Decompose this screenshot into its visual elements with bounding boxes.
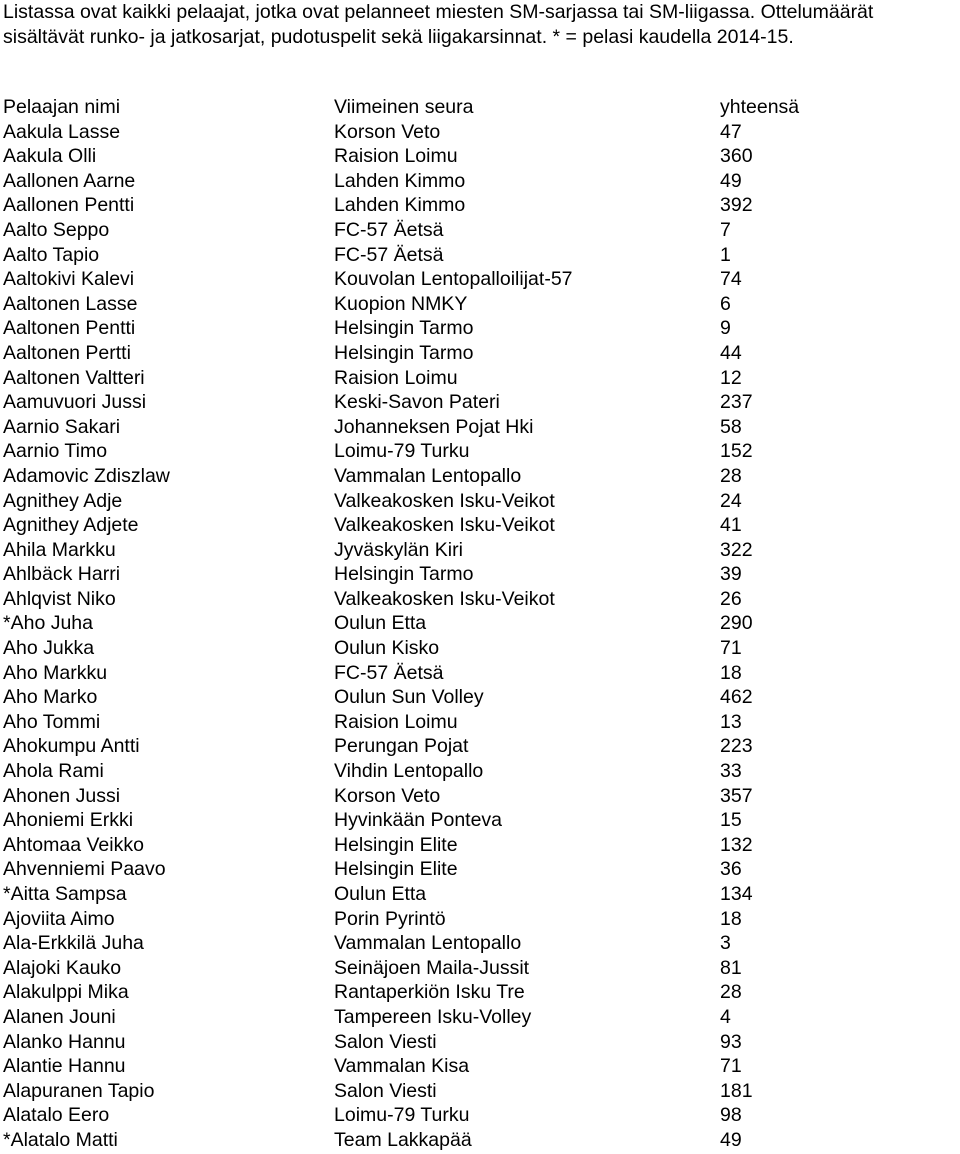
games-total: 152 <box>720 440 753 463</box>
games-total: 28 <box>720 464 742 487</box>
player-name: Aallonen Aarne <box>3 169 136 192</box>
table-row <box>3 243 958 268</box>
team-name: Oulun Etta <box>334 612 427 635</box>
player-name: *Alatalo Matti <box>3 1128 118 1151</box>
player-name: Ajoviita Aimo <box>3 907 115 930</box>
table-row <box>3 538 958 563</box>
team-name: Porin Pyrintö <box>334 907 446 930</box>
team-name: Helsingin Elite <box>334 833 458 856</box>
player-name: Aho Jukka <box>3 637 95 660</box>
table-row <box>3 882 958 907</box>
team-name: Korson Veto <box>334 120 441 143</box>
team-name: Salon Viesti <box>334 1030 437 1053</box>
player-name: Aho Marko <box>3 686 98 709</box>
team-name: Rantaperkiön Isku Tre <box>334 981 525 1004</box>
player-name: Aarnio Sakari <box>3 415 121 438</box>
table-row <box>3 685 958 710</box>
games-total: 322 <box>720 538 753 561</box>
player-name: Ahola Rami <box>3 760 104 783</box>
player-name: Agnithey Adje <box>3 489 123 512</box>
team-name: Lahden Kimmo <box>334 194 466 217</box>
players-table <box>3 95 958 1153</box>
table-row <box>3 636 958 661</box>
games-total: 360 <box>720 145 753 168</box>
team-name: Kouvolan Lentopalloilijat-57 <box>334 268 573 291</box>
games-total: 462 <box>720 686 753 709</box>
games-total: 81 <box>720 956 742 979</box>
table-row <box>3 956 958 981</box>
games-total: 71 <box>720 1055 742 1078</box>
player-name: Aakula Olli <box>3 145 97 168</box>
player-name: Aarnio Timo <box>3 440 108 463</box>
player-name: Ahonen Jussi <box>3 784 121 807</box>
player-name: Aaltonen Pertti <box>3 341 131 364</box>
games-total: 18 <box>720 907 742 930</box>
team-name: Johanneksen Pojat Hki <box>334 415 534 438</box>
intro-text <box>3 0 958 50</box>
team-name: Seinäjoen Maila-Jussit <box>334 956 530 979</box>
table-row <box>3 366 958 391</box>
team-name: Lahden Kimmo <box>334 169 466 192</box>
table-row <box>3 169 958 194</box>
team-name: Vammalan Lentopallo <box>334 464 522 487</box>
games-total: 15 <box>720 809 742 832</box>
games-total: 49 <box>720 169 742 192</box>
player-name: Ahlbäck Harri <box>3 563 121 586</box>
header-total: yhteensä <box>720 96 800 118</box>
player-name: Ahila Markku <box>3 538 116 561</box>
player-name: Ahoniemi Erkki <box>3 809 134 832</box>
games-total: 49 <box>720 1128 742 1151</box>
games-total: 93 <box>720 1030 742 1053</box>
games-total: 24 <box>720 489 742 512</box>
games-total: 7 <box>720 218 731 241</box>
table-row <box>3 710 958 735</box>
player-name: Ahtomaa Veikko <box>3 833 144 856</box>
games-total: 290 <box>720 612 753 635</box>
team-name: Helsingin Elite <box>334 858 458 881</box>
player-name: Aakula Lasse <box>3 120 121 143</box>
table-row <box>3 661 958 686</box>
table-row <box>3 218 958 243</box>
team-name: Valkeakosken Isku-Veikot <box>334 514 555 537</box>
intro-line-1: Listassa ovat kaikki pelaajat, jotka ovat pelanneet miesten SM-sarjassa tai SM-liigassa. Ottelumäärät <box>3 1 874 23</box>
table-row <box>3 316 958 341</box>
games-total: 223 <box>720 735 753 758</box>
player-name: Agnithey Adjete <box>3 514 139 537</box>
team-name: FC-57 Äetsä <box>334 243 444 266</box>
games-total: 3 <box>720 932 731 955</box>
player-name: Ala-Erkkilä Juha <box>3 932 144 955</box>
games-total: 13 <box>720 710 742 733</box>
table-row <box>3 1128 958 1153</box>
header-name: Pelaajan nimi <box>3 96 121 118</box>
team-name: Keski-Savon Pateri <box>334 391 500 414</box>
table-row <box>3 415 958 440</box>
player-name: Alajoki Kauko <box>3 956 122 979</box>
table-row <box>3 784 958 809</box>
player-name: Alapuranen Tapio <box>3 1079 155 1102</box>
table-row <box>3 390 958 415</box>
games-total: 36 <box>720 858 742 881</box>
player-name: *Aho Juha <box>3 612 93 635</box>
team-name: Hyvinkään Ponteva <box>334 809 503 832</box>
player-name: Ahlqvist Niko <box>3 587 116 610</box>
games-total: 392 <box>720 194 753 217</box>
games-total: 39 <box>720 563 742 586</box>
table-row <box>3 980 958 1005</box>
player-name: Alanko Hannu <box>3 1030 126 1053</box>
team-name: Oulun Etta <box>334 883 427 905</box>
table-row <box>3 1005 958 1030</box>
table-row <box>3 931 958 956</box>
table-body <box>3 120 958 1153</box>
player-name: Aho Tommi <box>3 710 101 733</box>
team-name: Helsingin Tarmo <box>334 341 474 364</box>
player-name: Alantie Hannu <box>3 1055 126 1078</box>
games-total: 71 <box>720 637 742 660</box>
table-row <box>3 734 958 759</box>
games-total: 58 <box>720 415 742 438</box>
table-row <box>3 1079 958 1104</box>
table-row <box>3 120 958 145</box>
player-name: Ahvenniemi Paavo <box>3 858 166 881</box>
team-name: Tampereen Isku-Volley <box>334 1005 532 1028</box>
team-name: Valkeakosken Isku-Veikot <box>334 587 555 610</box>
team-name: Loimu-79 Turku <box>334 1104 470 1127</box>
team-name: Loimu-79 Turku <box>334 440 470 463</box>
table-header-row <box>3 95 958 120</box>
games-total: 6 <box>720 292 731 315</box>
team-name: Perungan Pojat <box>334 735 469 758</box>
team-name: FC-57 Äetsä <box>334 218 444 241</box>
team-name: Helsingin Tarmo <box>334 563 474 586</box>
table-row <box>3 808 958 833</box>
table-row <box>3 193 958 218</box>
games-total: 132 <box>720 833 753 856</box>
table-row <box>3 489 958 514</box>
games-total: 4 <box>720 1005 731 1028</box>
table-row <box>3 267 958 292</box>
games-total: 9 <box>720 317 731 340</box>
table-row <box>3 513 958 538</box>
games-total: 181 <box>720 1079 753 1102</box>
team-name: Oulun Kisko <box>334 637 440 660</box>
team-name: Raision Loimu <box>334 366 458 389</box>
player-name: Adamovic Zdiszlaw <box>3 464 170 487</box>
table-row <box>3 611 958 636</box>
team-name: Valkeakosken Isku-Veikot <box>334 489 555 512</box>
games-total: 44 <box>720 341 742 364</box>
table-row <box>3 1030 958 1055</box>
team-name: Team Lakkapää <box>334 1128 472 1151</box>
team-name: Vihdin Lentopallo <box>334 760 484 783</box>
player-name: Aho Markku <box>3 661 108 684</box>
table-row <box>3 144 958 169</box>
team-name: Oulun Sun Volley <box>334 686 484 709</box>
table-row <box>3 833 958 858</box>
games-total: 41 <box>720 514 742 537</box>
team-name: Vammalan Kisa <box>334 1055 470 1078</box>
table-row <box>3 857 958 882</box>
games-total: 12 <box>720 366 742 389</box>
games-total: 134 <box>720 883 753 905</box>
team-name: FC-57 Äetsä <box>334 661 444 684</box>
games-total: 18 <box>720 661 742 684</box>
player-name: Alanen Jouni <box>3 1005 116 1028</box>
player-name: Aaltonen Pentti <box>3 317 136 340</box>
team-name: Jyväskylän Kiri <box>334 538 463 561</box>
games-total: 26 <box>720 587 742 610</box>
player-name: Aalto Tapio <box>3 243 100 266</box>
intro-line-2: sisältävät runko- ja jatkosarjat, pudotuspelit sekä liigakarsinnat. * = pelasi kaudella 2014-15. <box>3 26 794 48</box>
player-name: *Aitta Sampsa <box>3 883 127 905</box>
team-name: Salon Viesti <box>334 1079 437 1102</box>
player-name: Aaltonen Lasse <box>3 292 138 315</box>
player-name: Aaltonen Valtteri <box>3 366 145 389</box>
table-row <box>3 907 958 932</box>
player-name: Alatalo Eero <box>3 1104 110 1127</box>
player-name: Aamuvuori Jussi <box>3 391 147 414</box>
table-row <box>3 341 958 366</box>
table-row <box>3 1103 958 1128</box>
games-total: 237 <box>720 391 753 414</box>
games-total: 28 <box>720 981 742 1004</box>
player-name: Aalto Seppo <box>3 218 110 241</box>
player-name: Ahokumpu Antti <box>3 735 140 758</box>
table-row <box>3 1054 958 1079</box>
team-name: Raision Loimu <box>334 710 458 733</box>
games-total: 74 <box>720 268 742 291</box>
games-total: 1 <box>720 243 731 266</box>
player-name: Aaltokivi Kalevi <box>3 268 135 291</box>
games-total: 47 <box>720 120 742 143</box>
table-row <box>3 464 958 489</box>
player-name: Alakulppi Mika <box>3 981 129 1004</box>
table-row <box>3 759 958 784</box>
table-row <box>3 439 958 464</box>
games-total: 98 <box>720 1104 742 1127</box>
player-name: Aallonen Pentti <box>3 194 135 217</box>
table-row <box>3 292 958 317</box>
table-row <box>3 587 958 612</box>
team-name: Kuopion NMKY <box>334 292 468 315</box>
games-total: 357 <box>720 784 753 807</box>
header-team: Viimeinen seura <box>334 96 474 118</box>
team-name: Raision Loimu <box>334 145 458 168</box>
team-name: Vammalan Lentopallo <box>334 932 522 955</box>
games-total: 33 <box>720 760 742 783</box>
table-row <box>3 562 958 587</box>
team-name: Korson Veto <box>334 784 441 807</box>
team-name: Helsingin Tarmo <box>334 317 474 340</box>
